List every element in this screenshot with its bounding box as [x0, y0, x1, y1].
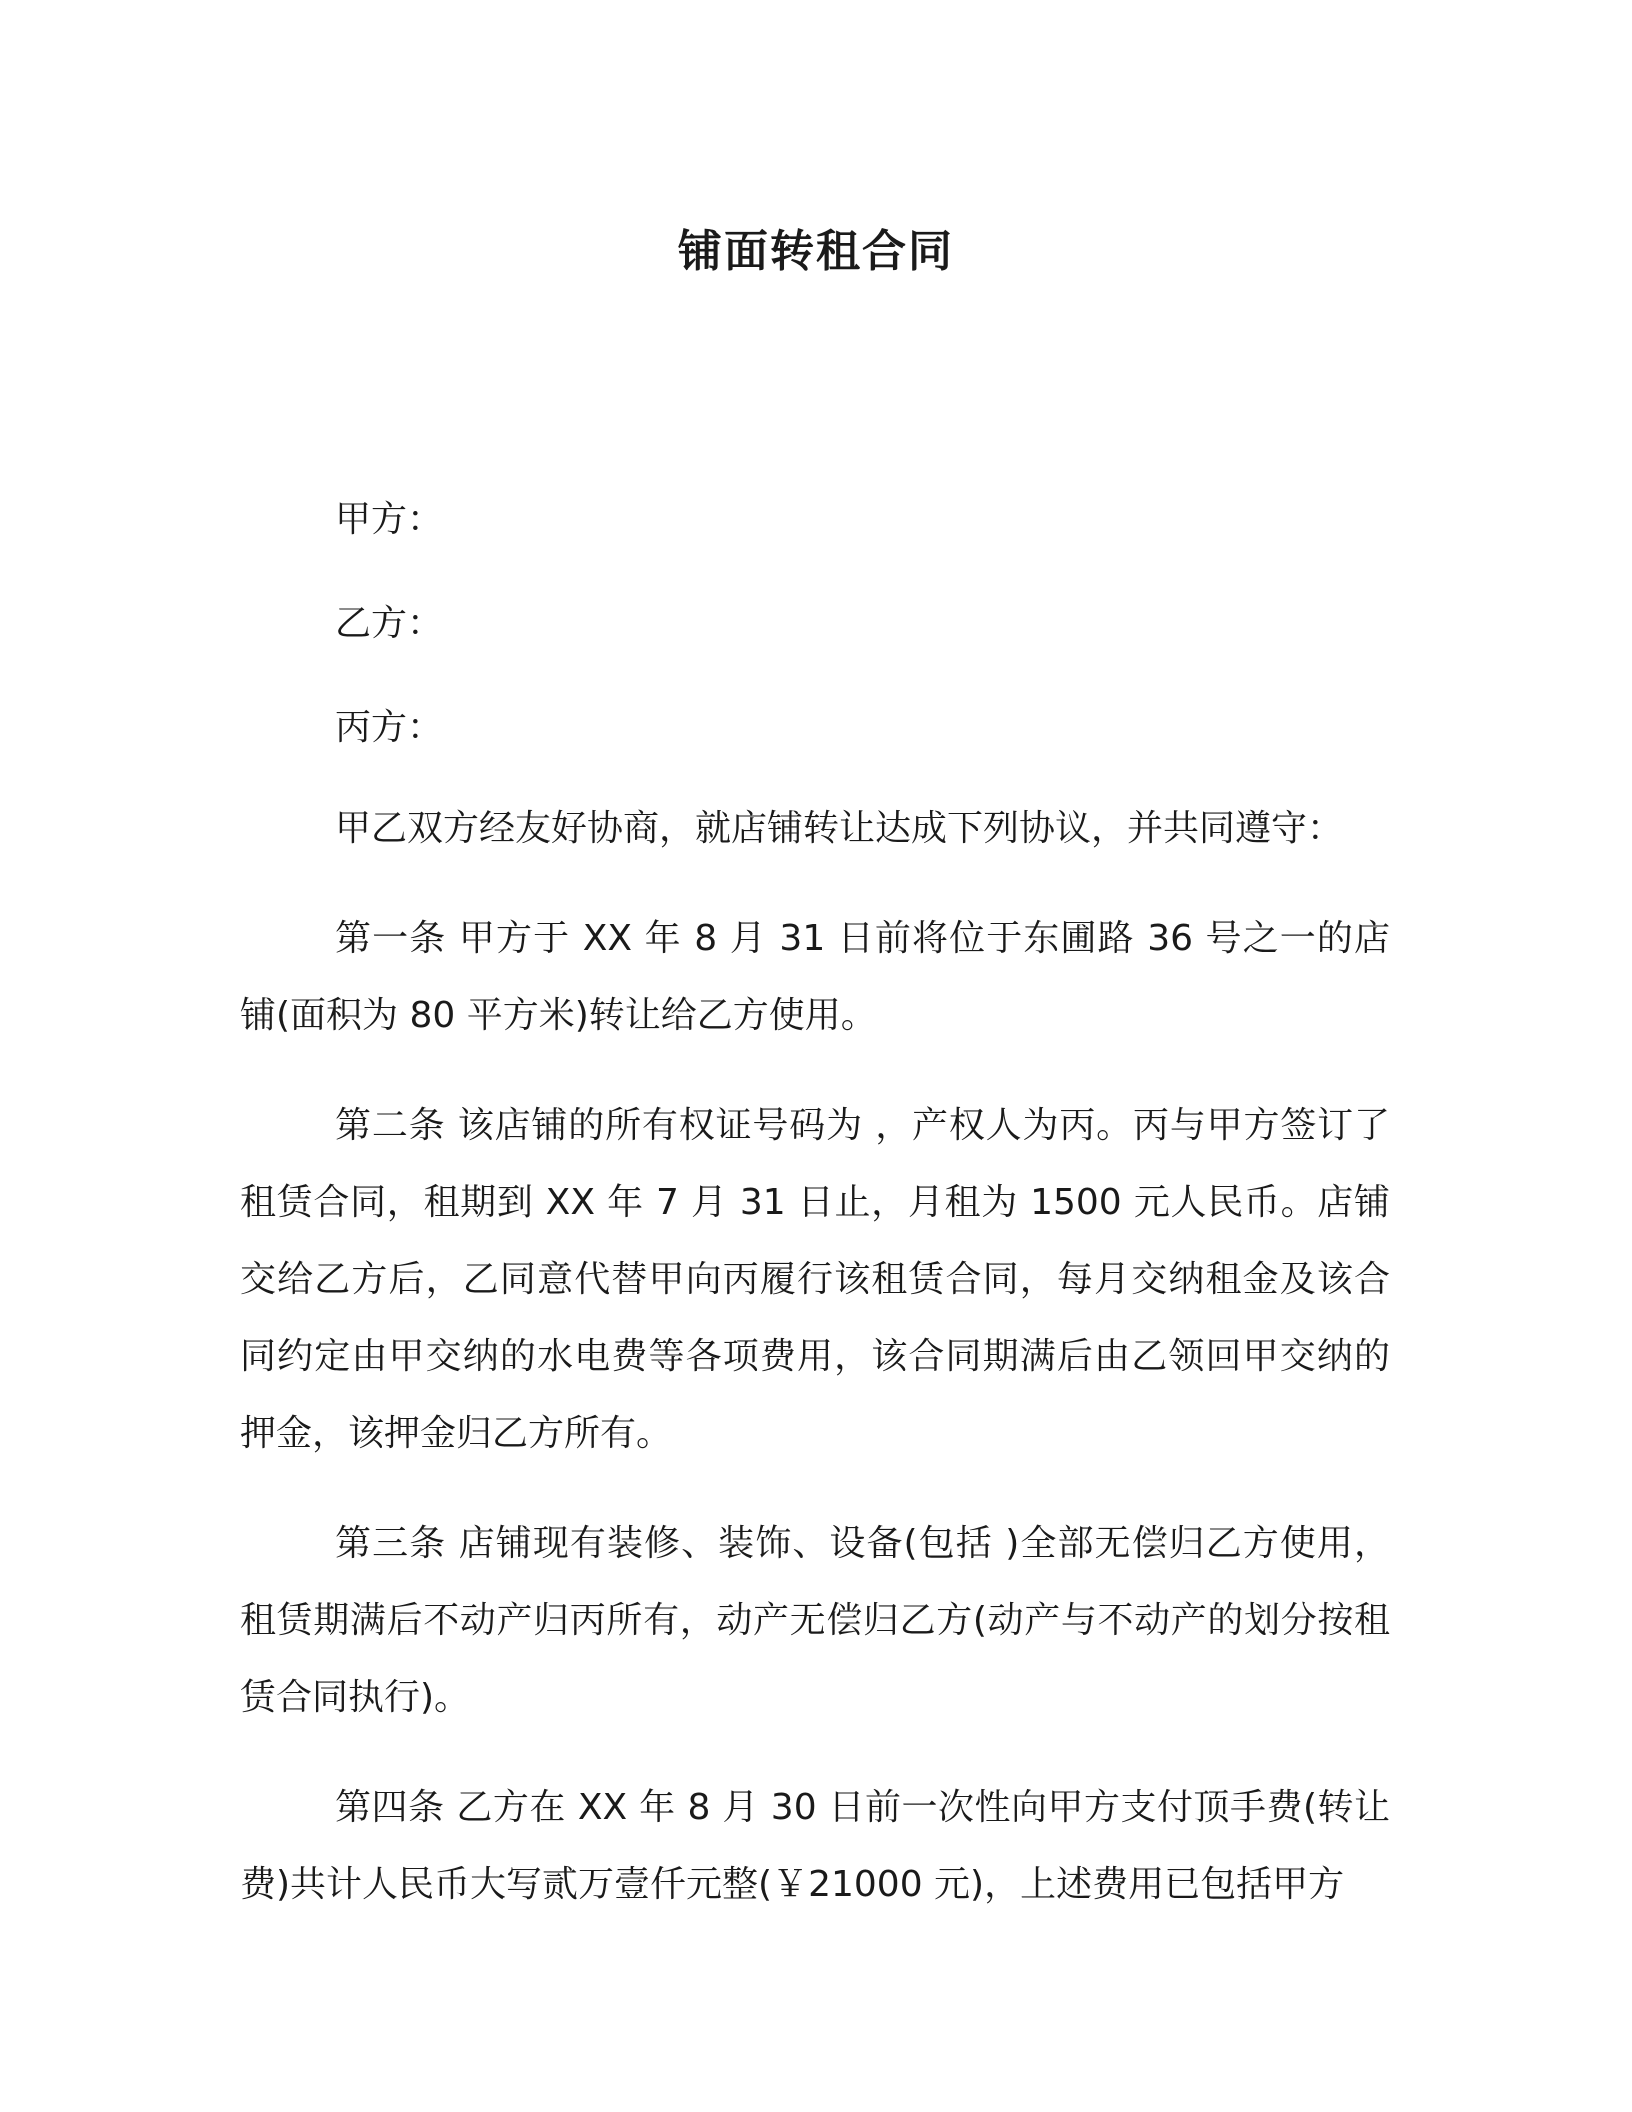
article-2-paragraph: 第二条 该店铺的所有权证号码为 ，产权人为丙。丙与甲方签订了租赁合同，租期到 XX 年 7 月 31 日止，月租为 1500 元人民币。店铺交给乙方后，乙同意代替甲向丙履行该租赁合同，每月交纳租金及该合同约定由甲交纳的水电费等各项费用，该合同期满后由乙领回甲交纳的押金，该押金归乙方所有。 [240, 1105, 1390, 1454]
article-4-paragraph: 第四条 乙方在 XX 年 8 月 30 日前一次性向甲方支付顶手费(转让费)共计人民币大写贰万壹仟元整(￥21000 元)，上述费用已包括甲方 [240, 1787, 1390, 1905]
party-a-label: 甲方： [335, 499, 444, 540]
article-1-paragraph: 第一条 甲方于 XX 年 8 月 31 日前将位于东圃路 36 号之一的店铺(面积为 80 平方米)转让给乙方使用。 [240, 918, 1390, 1036]
party-c-label: 丙方： [335, 707, 444, 748]
intro-paragraph: 甲乙双方经友好协商，就店铺转让达成下列协议，并共同遵守： [335, 808, 1344, 849]
party-b-label: 乙方： [335, 603, 444, 644]
article-3-paragraph: 第三条 店铺现有装修、装饰、设备(包括 )全部无偿归乙方使用，租赁期满后不动产归丙所有，动产无偿归乙方(动产与不动产的划分按租赁合同执行)。 [240, 1523, 1390, 1718]
document-body [240, 790, 1390, 1923]
document-title: 铺面转租合同 [678, 226, 954, 277]
